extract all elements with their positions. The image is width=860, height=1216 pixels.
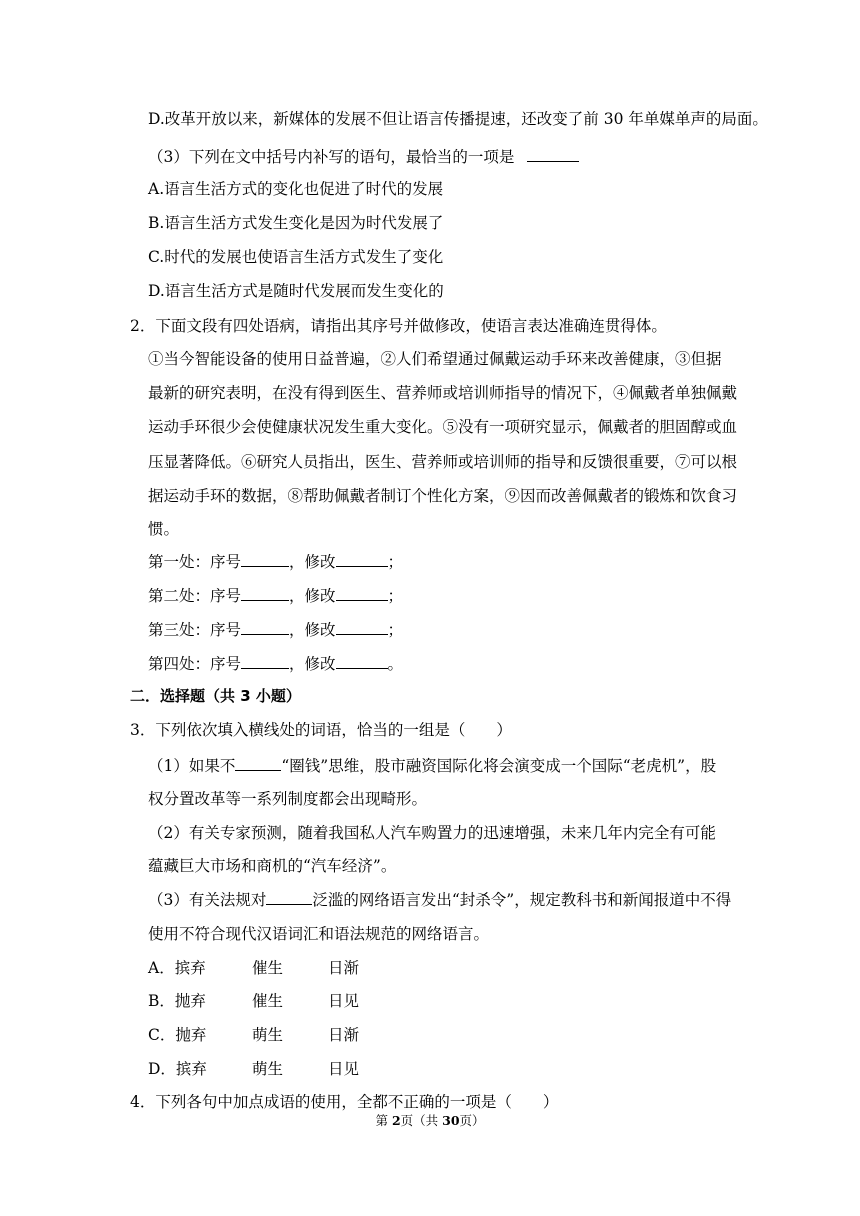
answer-mid: ，修改 [289,553,336,571]
option-word-1: B．抛弃 [148,992,206,1010]
answer-mid: ，修改 [289,621,336,639]
q2-passage-line: ①当今智能设备的使用日益普遍，②人们希望通过佩戴运动手环来改善健康，③但据 [148,350,722,368]
q3-stem: 3．下列依次填入横线处的词语，恰当的一组是（ ） [130,721,512,739]
q3-s3-rest: 泛滥的网络语言发出“封杀令”，规定教科书和新闻报道中不得 [312,891,732,909]
footer-text: 页（共 [400,1113,443,1128]
q2-answer-row-3 [148,618,403,641]
revision-blank[interactable] [336,618,388,635]
q2-passage-line: 据运动手环的数据，⑧帮助佩戴者制订个性化方案，⑨因而改善佩戴者的锻炼和饮食习 [148,487,738,505]
q3-sentence-3-cont: 使用不符合现代汉语词汇和语法规范的网络语言。 [148,925,490,943]
section-heading: 二．选择题（共 3 小题） [130,687,301,705]
option-word-3: 日见 [328,992,360,1010]
q1-sub3-option-d: D.语言生活方式是随时代发展而发生变化的 [148,282,444,300]
q4-stem: 4．下列各句中加点成语的使用，全都不正确的一项是（ ） [130,1093,559,1111]
answer-label: 第三处：序号 [148,621,242,639]
option-word-2: 萌生 [252,1026,284,1044]
q3-s1-start: （1）如果不 [148,757,236,775]
option-word-3: 日渐 [328,1026,360,1044]
q2-answer-row-4 [148,652,403,675]
revision-blank[interactable] [336,652,388,669]
option-word-3: 日见 [328,1060,360,1078]
q1-sub3-prompt [148,145,579,168]
option-word-2: 催生 [252,959,284,977]
q3-option-c[interactable] [148,1024,359,1046]
q3-s1-rest: “圈钱”思维，股市融资国际化将会演变成一个国际“老虎机”，股 [281,757,717,775]
answer-label: 第二处：序号 [148,587,242,605]
q3-sentence-3 [148,888,731,911]
revision-blank[interactable] [336,584,388,601]
q3-option-a[interactable] [148,957,359,979]
q3-sentence-2-cont: 蕴藏巨大市场和商机的“汽车经济”。 [148,857,397,875]
answer-mid: ，修改 [289,587,336,605]
q3-option-b[interactable] [148,990,359,1012]
answer-mid: ，修改 [289,655,336,673]
option-word-3: 日渐 [328,959,360,977]
option-word-1: C．抛弃 [148,1026,207,1044]
option-word-1: D．摈弃 [148,1060,207,1078]
q2-answer-row-2 [148,584,403,607]
answer-label: 第一处：序号 [148,553,242,571]
footer-text: 页） [459,1113,485,1128]
current-page: 2 [391,1113,401,1128]
q2-passage-line: 最新的研究表明，在没有得到医生、营养师或培训师指导的情况下，④佩戴者单独佩戴 [148,384,738,402]
q2-answer-row-1 [148,550,403,573]
q1-sub3-prompt-text: （3）下列在文中括号内补写的语句，最恰当的一项是 [148,148,515,166]
answer-end: 。 [387,655,404,673]
answer-blank[interactable] [527,145,579,162]
fill-blank-1[interactable] [235,754,281,771]
index-blank[interactable] [241,652,289,669]
answer-label: 第四处：序号 [148,655,242,673]
answer-end: ； [387,621,404,639]
footer-text: 第 [375,1113,392,1128]
q3-option-d[interactable] [148,1058,359,1080]
q3-sentence-1 [148,754,716,777]
q1-sub3-option-c: C.时代的发展也使语言生活方式发生了变化 [148,248,444,266]
answer-end: ； [387,587,404,605]
q1-sub3-option-a: A.语言生活方式的变化也促进了时代的发展 [148,180,444,198]
option-word-2: 萌生 [252,1060,284,1078]
index-blank[interactable] [241,618,289,635]
q2-passage-line: 惯。 [148,520,180,538]
total-pages: 30 [442,1113,460,1128]
q1-option-d: D.改革开放以来，新媒体的发展不但让语言传播提速，还改变了前 30 年单媒单声的局面。 [148,110,768,128]
page-footer [0,1111,860,1129]
q2-stem: 2．下面文段有四处语病，请指出其序号并做修改，使语言表达准确连贯得体。 [130,317,667,335]
option-word-1: A．摈弃 [148,959,206,977]
q3-sentence-1-cont: 权分置改革等一系列制度都会出现畸形。 [148,790,428,808]
index-blank[interactable] [241,584,289,601]
answer-end: ； [387,553,404,571]
index-blank[interactable] [241,550,289,567]
q1-sub3-option-b: B.语言生活方式发生变化是因为时代发展了 [148,214,444,232]
option-word-2: 催生 [252,992,284,1010]
q2-passage-line: 压显著降低。⑥研究人员指出，医生、营养师或培训师的指导和反馈很重要，⑦可以根 [148,453,738,471]
q2-passage-line: 运动手环很少会使健康状况发生重大变化。⑤没有一项研究显示，佩戴者的胆固醇或血 [148,418,738,436]
fill-blank-3[interactable] [266,888,312,905]
q3-s3-start: （3）有关法规对 [148,891,267,909]
q3-sentence-2: （2）有关专家预测，随着我国私人汽车购置力的迅速增强，未来几年内完全有可能 [148,824,716,842]
revision-blank[interactable] [336,550,388,567]
